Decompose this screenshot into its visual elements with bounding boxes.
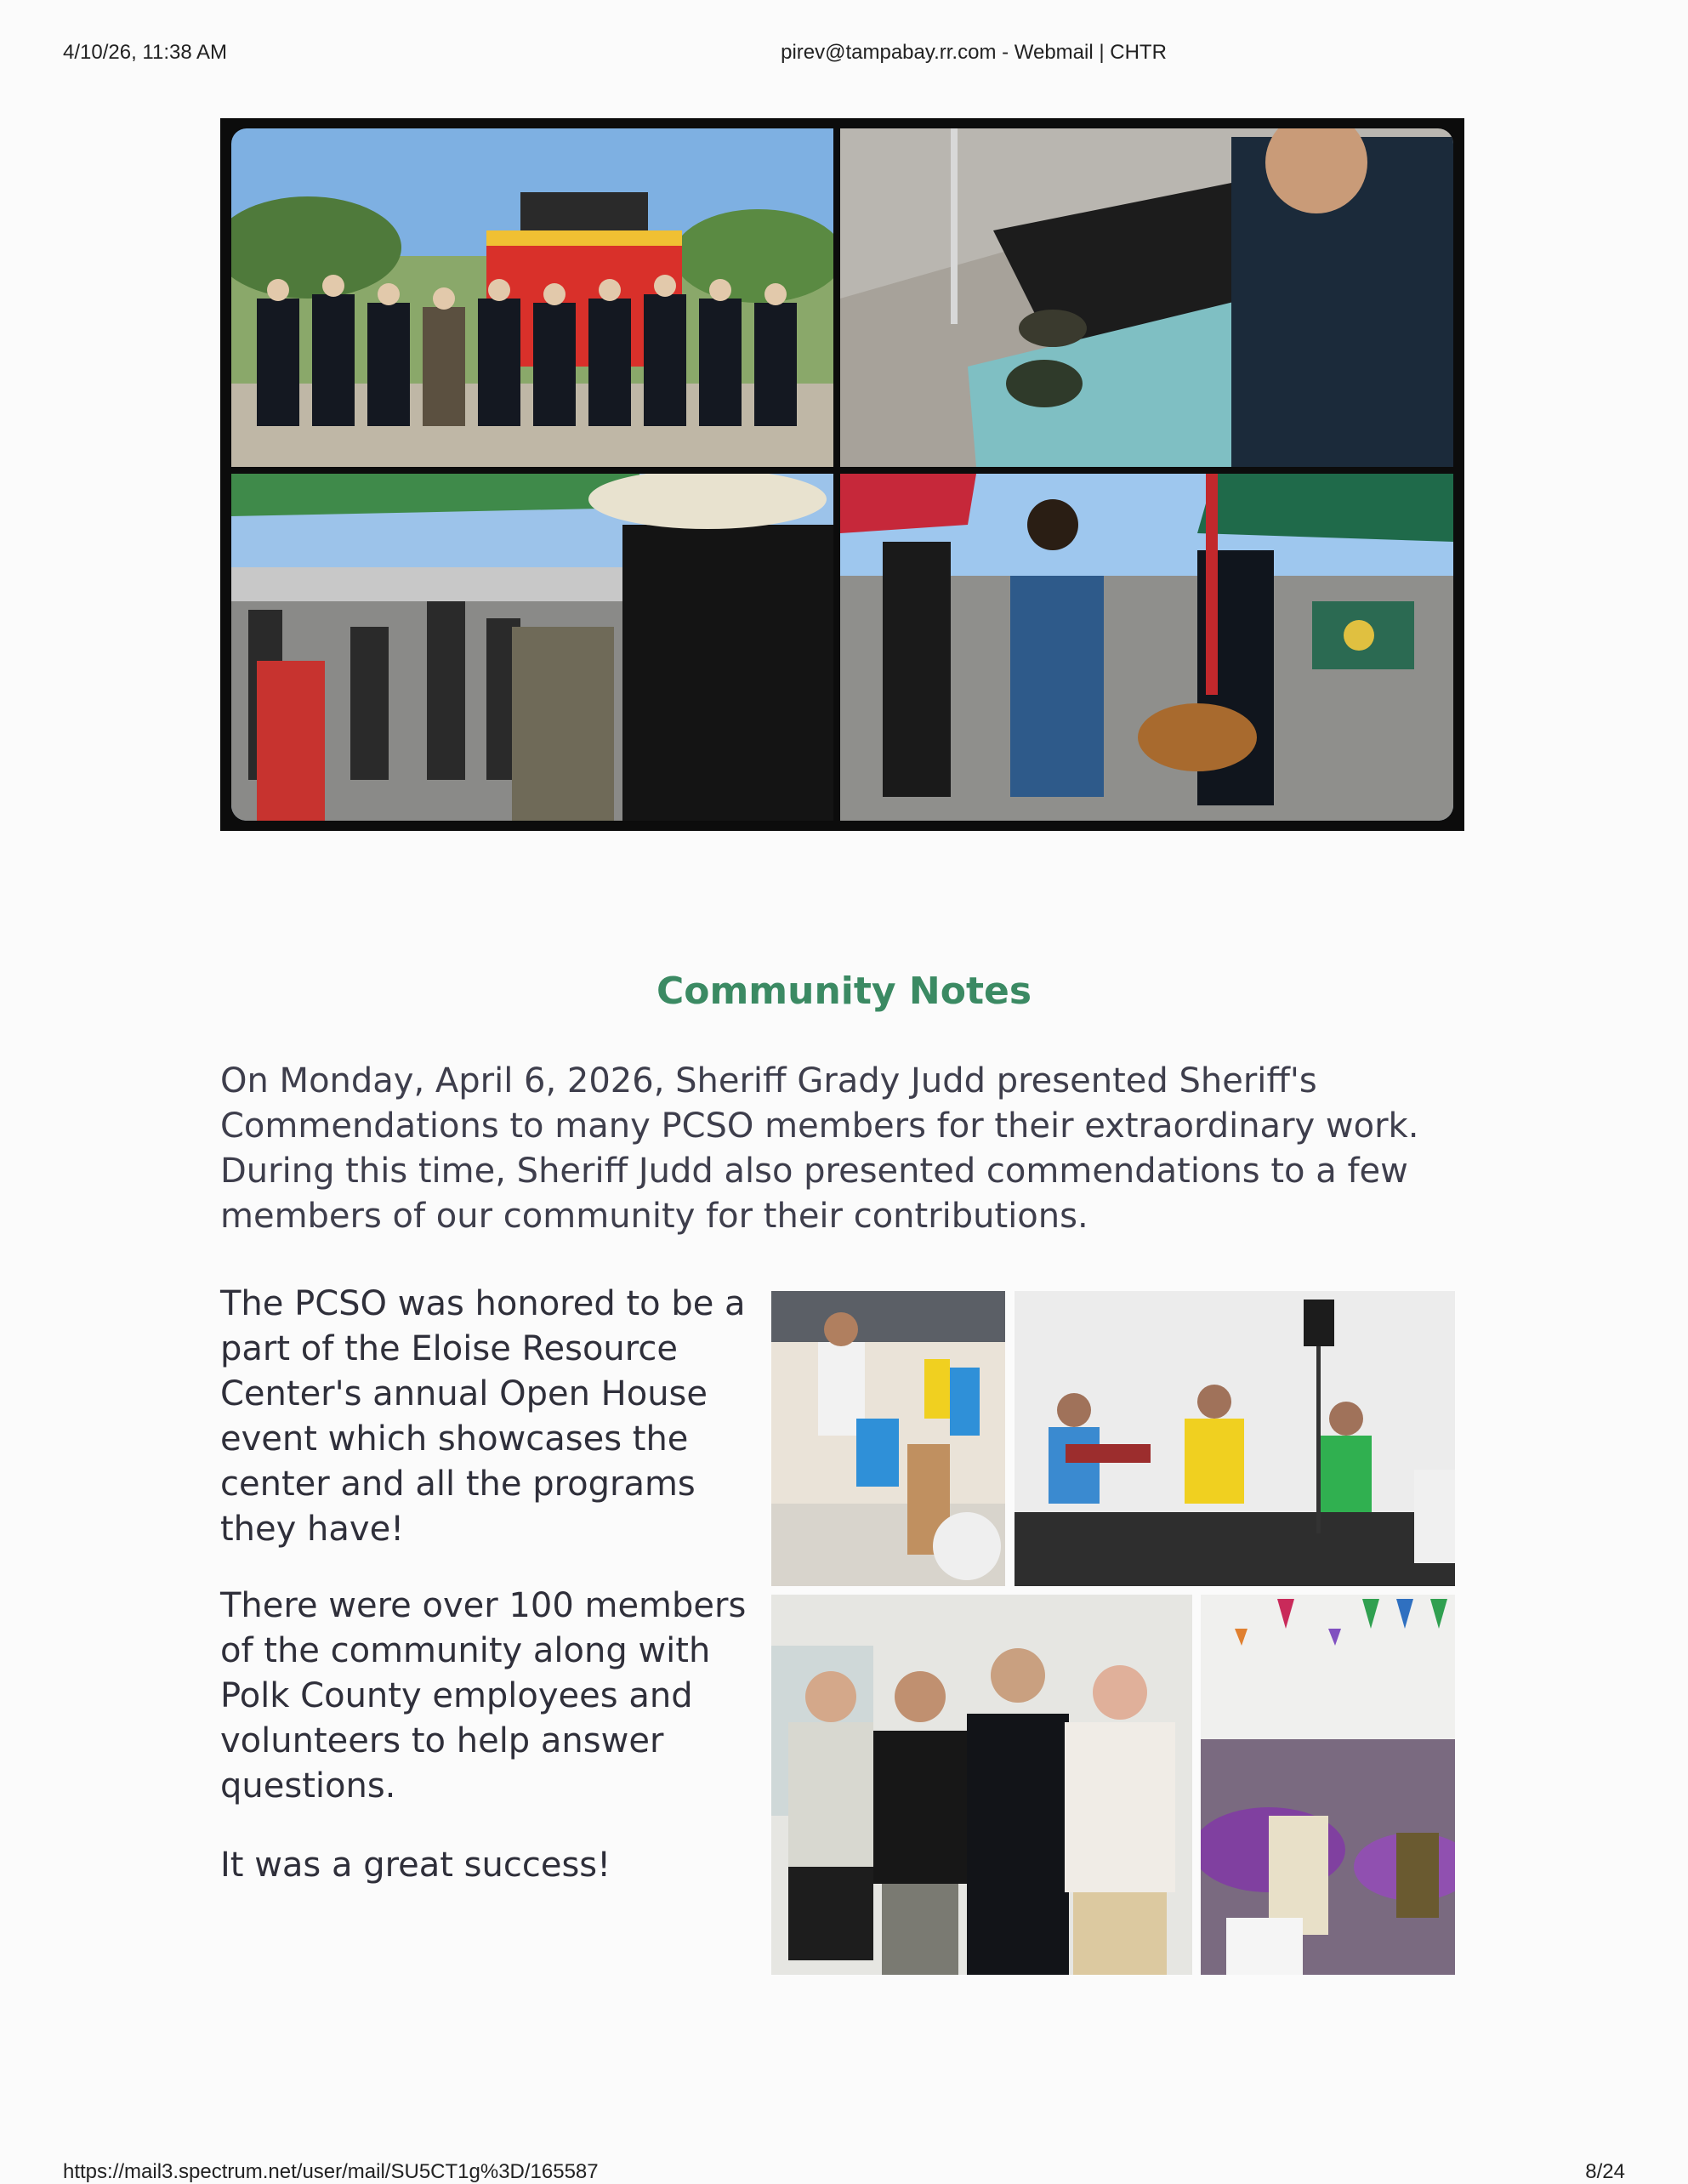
paragraph-attendance: There were over 100 members of the community along with Polk County employees and volunteers to help answer questions.	[220, 1586, 747, 1806]
drum-performance-icon	[771, 1291, 1005, 1586]
k9-dog-event-icon	[840, 474, 1453, 821]
intro-paragraph: On Monday, April 6, 2026, Sheriff Grady Judd presented Sheriff's Commendations to many PCSO members for their extraordinary work. During this time, Sheriff Judd also presented commendations to a few members of our community for their contributions.	[220, 1061, 1419, 1236]
paragraph-success: It was a great success!	[220, 1846, 611, 1885]
crowd-line-icon	[231, 474, 833, 821]
print-page-number: 8/24	[1585, 2160, 1625, 2183]
print-datetime: 4/10/26, 11:38 AM	[63, 41, 228, 64]
guitar-students-icon	[1015, 1291, 1455, 1586]
paragraph-open-house: The PCSO was honored to be a part of the Eloise Resource Center's annual Open House event which showcases the center and all the programs they have!	[220, 1284, 746, 1549]
group-four-men-icon	[771, 1595, 1192, 1975]
photo-collage	[220, 118, 1464, 831]
print-url: https://mail3.spectrum.net/user/mail/SU5CT1g%3D/165587	[63, 2160, 599, 2183]
officer-display-table-icon	[840, 128, 1453, 467]
group-photo-fire-truck-icon	[231, 128, 833, 467]
section-title: Community Notes	[656, 970, 1032, 1013]
dining-hall-icon	[1201, 1595, 1455, 1975]
print-page-title: pirev@tampabay.rr.com - Webmail | CHTR	[781, 41, 1167, 64]
